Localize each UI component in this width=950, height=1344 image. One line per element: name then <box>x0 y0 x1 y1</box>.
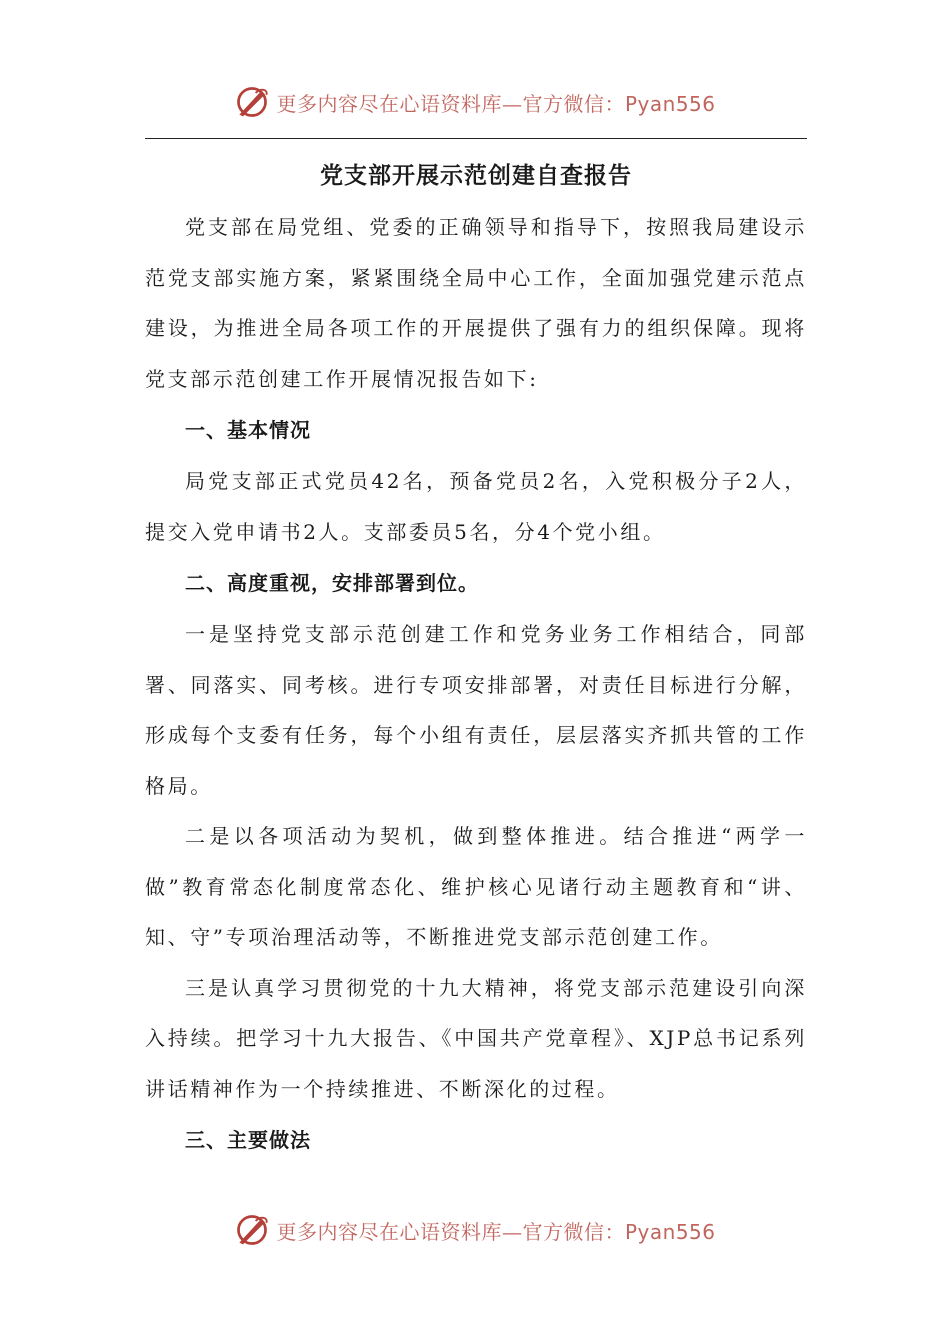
section-heading-methods: 三、主要做法 <box>185 1128 311 1152</box>
footer-banner-text: 更多内容尽在心语资料库—官方微信：Pyan556 <box>276 1219 716 1244</box>
header-banner-text: 更多内容尽在心语资料库—官方微信：Pyan556 <box>276 91 716 116</box>
section-heading-basic: 一、基本情况 <box>185 418 311 442</box>
pen-circle-logo-icon <box>234 84 270 120</box>
deployment-paragraph-3: 三是认真学习贯彻党的十九大精神，将党支部示范建设引向深入持续。把学习十九大报告、《中国共产党章程》、XJP总书记系列讲话精神作为一个持续推进、不断深化的过程。 <box>145 975 807 1101</box>
deployment-paragraph-2: 二是以各项活动为契机，做到整体推进。结合推进“两学一做”教育常态化制度常态化、维护核心见诸行动主题教育和“讲、知、守”专项治理活动等，不断推进党支部示范创建工作。 <box>145 824 807 949</box>
document-body <box>145 150 807 1166</box>
section-basic-paragraph: 局党支部正式党员42名，预备党员2名，入党积极分子2人，提交入党申请书2人。支部委员5名，分4个党小组。 <box>145 469 807 544</box>
pen-circle-logo-icon <box>234 1212 270 1248</box>
footer-banner <box>0 1208 950 1252</box>
header-wechat-id: Pyan556 <box>624 91 716 116</box>
document-title: 党支部开展示范创建自查报告 <box>320 162 632 189</box>
header-banner <box>0 80 950 124</box>
footer-wechat-id: Pyan556 <box>624 1219 716 1244</box>
header-divider <box>145 138 807 139</box>
deployment-paragraph-1: 一是坚持党支部示范创建工作和党务业务工作相结合，同部署、同落实、同考核。进行专项安排部署，对责任目标进行分解，形成每个支委有任务，每个小组有责任，层层落实齐抓共管的工作格局。 <box>145 622 807 798</box>
section-heading-deployment: 二、高度重视，安排部署到位。 <box>185 571 479 595</box>
intro-paragraph: 党支部在局党组、党委的正确领导和指导下，按照我局建设示范党支部实施方案，紧紧围绕全局中心工作，全面加强党建示范点建设，为推进全局各项工作的开展提供了强有力的组织保障。现将党支部示范创建工作开展情况报告如下: <box>145 215 807 391</box>
